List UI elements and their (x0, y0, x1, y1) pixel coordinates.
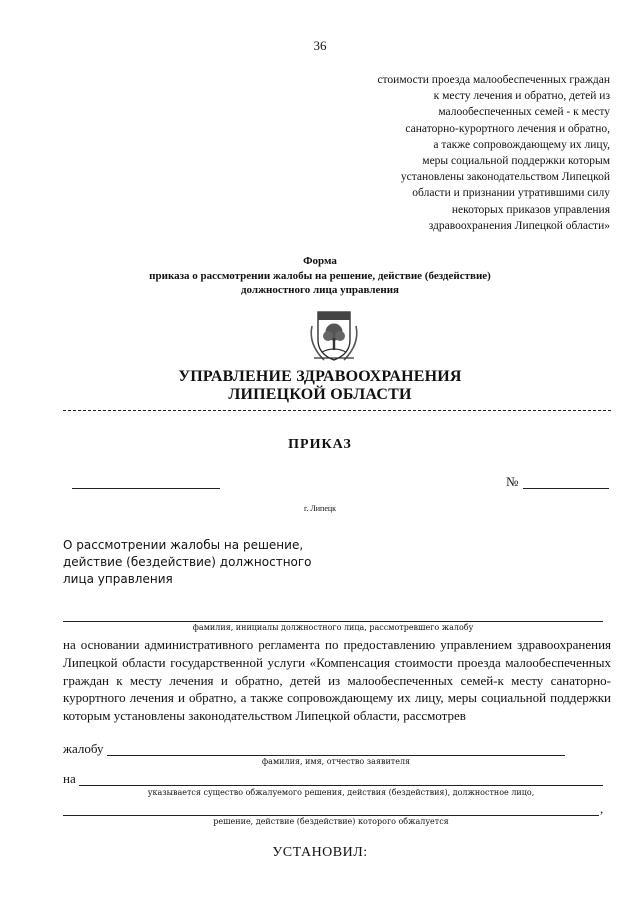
reference-line: области и признании утратившими силу (412, 187, 610, 200)
complaint-label: жалобу (63, 741, 104, 756)
reference-line: установлены законодательством Липецкой (400, 171, 610, 184)
number-field-line (523, 488, 609, 489)
city-label: г. Липецк (303, 504, 337, 513)
reference-line: малообеспеченных семей - к месту (438, 106, 610, 119)
decision-caption: указывается существо обжалуемого решения, действия (бездействия), должностное лицо, (147, 788, 535, 797)
applicant-name-caption: фамилия, имя, отчество заявителя (261, 757, 411, 766)
reference-line: санаторно-курортного лечения и обратно, (405, 122, 610, 135)
form-title-line: должностного лица управления (240, 284, 400, 297)
reference-line: к месту лечения и обратно, детей из (433, 90, 610, 103)
organization-name-line: ЛИПЕЦКОЙ ОБЛАСТИ (228, 386, 412, 403)
form-title-line: приказа о рассмотрении жалобы на решение, действие (бездействие) (149, 269, 491, 282)
appealed-action-caption: решение, действие (бездействие) которого обжалуется (213, 817, 449, 826)
page-number: 36 (313, 38, 327, 53)
order-body (63, 636, 611, 725)
applicant-name-line (107, 755, 565, 756)
form-title (0, 254, 640, 298)
coat-of-arms-emblem (304, 306, 364, 366)
form-title-line: Форма (303, 255, 337, 267)
official-name-line (63, 621, 603, 622)
order-heading: ПРИКАЗ (288, 437, 352, 452)
reference-line: здравоохранения Липецкой области» (428, 219, 610, 232)
number-sign: № (506, 474, 519, 489)
reference-line: стоимости проезда малообеспеченных граждан (377, 74, 610, 86)
trailing-comma: , (600, 801, 604, 816)
established-heading: УСТАНОВИЛ: (272, 845, 368, 860)
appealed-action-line (63, 815, 599, 816)
document-reference-block (330, 72, 610, 234)
official-name-caption: фамилия, инициалы должностного лица, рассмотревшего жалобу (192, 623, 474, 632)
date-field-line (72, 488, 220, 489)
reference-line: некоторых приказов управления (451, 203, 610, 216)
decision-line (79, 785, 603, 786)
organization-name (0, 368, 640, 404)
reference-line: а также сопровождающему их лицу, (433, 138, 610, 151)
order-subject (63, 537, 323, 588)
reference-line: меры социальной поддержки которым (422, 155, 610, 168)
subject-line: О рассмотрении жалобы на решение, (63, 538, 304, 552)
organization-name-line: УПРАВЛЕНИЕ ЗДРАВООХРАНЕНИЯ (178, 368, 462, 385)
header-divider (63, 410, 611, 411)
subject-line: лица управления (63, 572, 173, 586)
body-paragraph: на основании административного регламента по предоставлению управлением здравоохранения Липецкой области государственной услуги «Компенсация стоимости проезда малообеспеченных граждан к месту лечения и обратно, детей из малообеспеченных семей-к месту санаторно-курортного лечения и обратно, а также сопровождающему их лицу, меры социальной поддержки которым установлены законодательством Липецкой области, рассмотрев (63, 637, 611, 724)
subject-line: действие (бездействие) должностного (63, 555, 312, 569)
on-label: на (63, 771, 76, 786)
